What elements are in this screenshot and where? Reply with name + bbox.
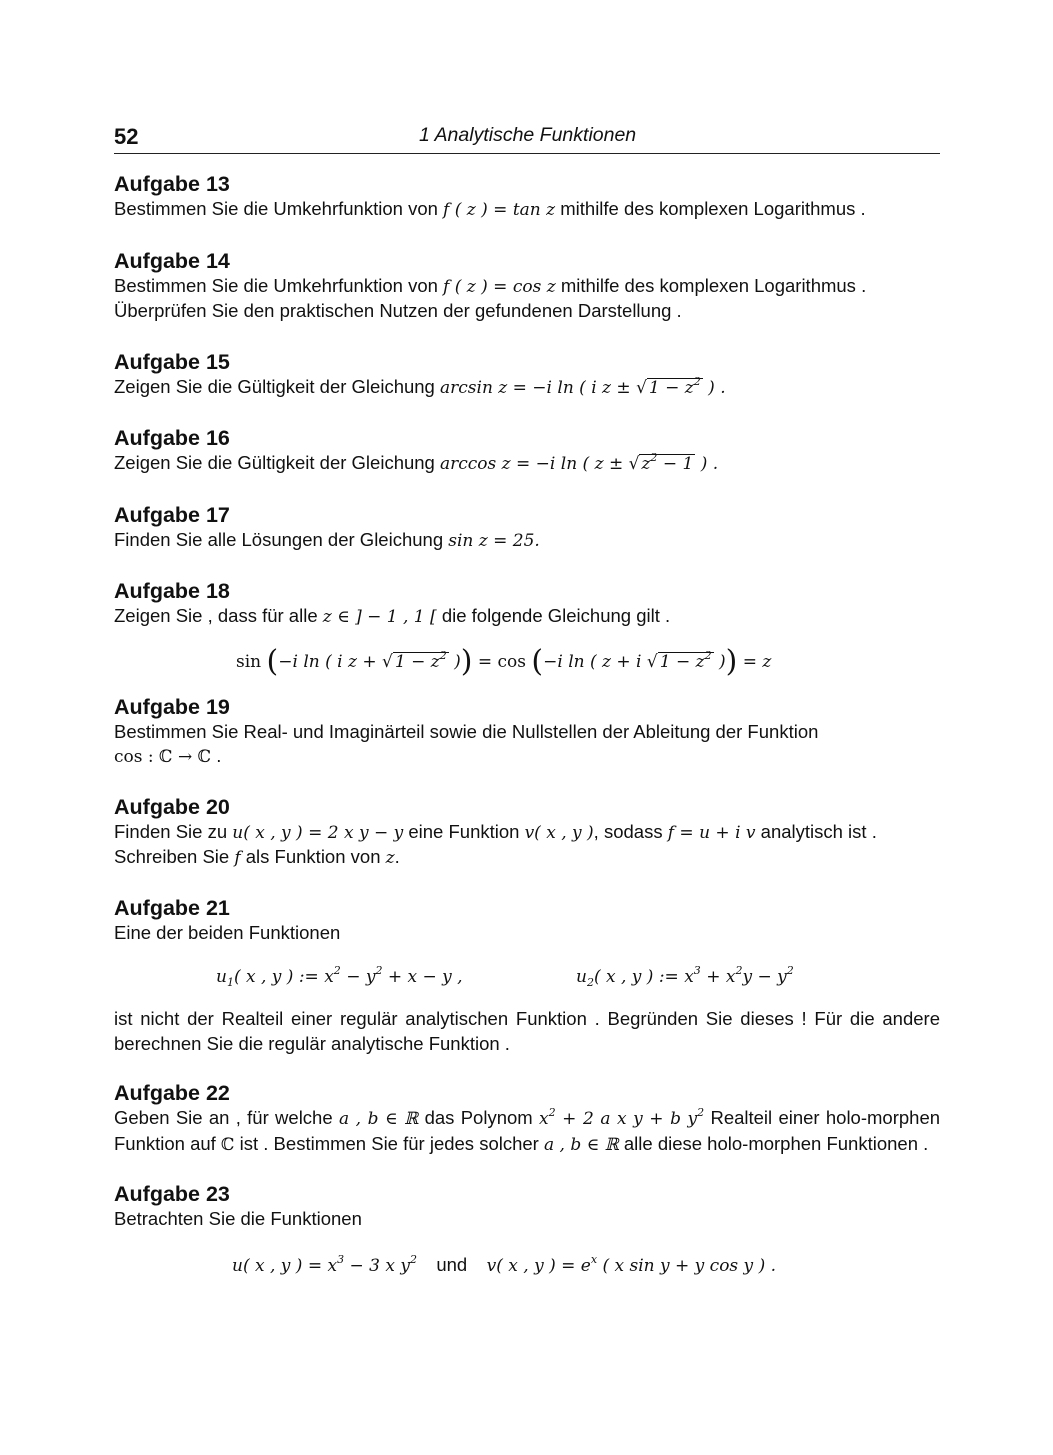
task-23: [114, 1181, 940, 1278]
subscript: 2: [586, 976, 594, 989]
formula-part: ) .: [700, 454, 719, 474]
display-equation: [114, 1232, 940, 1278]
formula-part: y − y: [742, 967, 787, 987]
formula: a , b ∈ ℝ: [543, 1134, 619, 1155]
formula: z ∈ ] − 1 , 1 [: [322, 607, 437, 627]
formula-part: ( x sin y + y cos y ) .: [597, 1255, 777, 1276]
exponent: 2: [333, 964, 341, 977]
text: ist . Bestimmen Sie für jedes solcher: [239, 1132, 539, 1154]
exponent: 2: [548, 1106, 556, 1119]
page-number: 52: [114, 124, 139, 149]
exponent: 2: [409, 1252, 417, 1266]
formula: f = u + i v: [667, 822, 756, 843]
formula-part: arccos z = −i ln ( z ±: [440, 454, 624, 474]
text: Finden Sie alle Lösungen der Gleichung: [114, 528, 444, 550]
task-text: [114, 528, 940, 554]
formula-part: x: [539, 1109, 549, 1129]
running-title: 1 Analytische Funktionen: [419, 124, 637, 146]
text: Zeigen Sie , dass für alle: [114, 605, 318, 626]
exponent: 2: [375, 964, 383, 977]
task-19: [114, 694, 940, 770]
task-text: [114, 604, 940, 630]
formula-part: + x − y ,: [382, 967, 463, 987]
text: Zeigen Sie die Gültigkeit der Gleichung: [114, 452, 435, 473]
formula-part: + 2 a x y + b y: [555, 1109, 698, 1129]
formula-part: −i ln ( z + i: [543, 651, 642, 672]
task-title: Aufgabe 21: [114, 895, 230, 920]
formula-part: 1 − z: [659, 651, 705, 672]
text: die folgende Gleichung gilt .: [441, 605, 671, 626]
text: ist nicht der Realteil einer regulär analytischen Funktion . Begründen Sie dieses ! Für die andere berechnen Sie die regulär analytische Funktion .: [114, 1008, 940, 1054]
formula-part: −i ln ( i z +: [278, 651, 377, 672]
paren-left: (: [266, 643, 279, 679]
formula: u( x , y ) = 2 x y − y: [232, 822, 404, 843]
display-equation: [114, 945, 940, 1001]
text: Bestimmen Sie Real- und Imaginärteil sowie die Nullstellen der Ableitung der Funktion: [114, 720, 819, 742]
square-root: [393, 648, 449, 672]
text: das Polynom: [424, 1107, 533, 1128]
paren-right: ): [725, 643, 738, 679]
exponent: 2: [439, 648, 447, 662]
formula-part: ) .: [708, 377, 726, 398]
formula: cos : ℂ → ℂ: [114, 747, 212, 767]
formula-part: arcsin z = −i ln ( i z ±: [440, 377, 631, 398]
formula: [539, 1106, 705, 1129]
paren-left: (: [531, 643, 544, 679]
text: Eine der beiden Funktionen: [114, 921, 341, 943]
text: Betrachten Sie die Funktionen: [114, 1208, 362, 1229]
square-root: [658, 648, 714, 672]
task-text: [114, 1007, 940, 1056]
task-17: [114, 502, 940, 554]
formula: f: [234, 848, 241, 868]
formula-part: − y: [340, 967, 376, 987]
formula-part: sin: [236, 651, 262, 672]
formula-part: z: [641, 454, 651, 474]
task-text: [114, 921, 940, 946]
task-text: [114, 1207, 940, 1232]
exponent: 3: [693, 964, 701, 977]
exponent: 2: [693, 374, 701, 388]
text: Finden Sie zu: [114, 820, 228, 842]
display-formula-u1: [216, 964, 463, 989]
display-formula: [232, 1254, 776, 1276]
exponent: 2: [735, 964, 743, 977]
square-root: [639, 451, 695, 474]
task-title: Aufgabe 17: [114, 502, 230, 527]
task-text: [114, 820, 940, 871]
formula: a , b ∈ ℝ: [338, 1109, 419, 1129]
paren-right: ): [460, 643, 473, 679]
formula-part: − 3 x y: [344, 1255, 410, 1276]
formula: ℂ: [220, 1134, 235, 1155]
task-text: [114, 375, 940, 401]
text: .: [394, 846, 400, 867]
formula: f ( z ) = tan z: [443, 200, 556, 220]
formula-part: ( x , y ) := x: [593, 967, 694, 987]
formula: sin z = 25: [448, 530, 535, 551]
text: Realteil einer holo-morphen Funktion auf: [114, 1107, 941, 1154]
formula: z: [385, 848, 395, 868]
page: [114, 112, 940, 1278]
formula: f ( z ) = cos z: [443, 276, 556, 297]
formula: arcsin z = −i ln ( i z ± √ $1 - z^2$ ) .: [440, 374, 726, 398]
text: Überprüfen Sie den praktischen Nutzen der gefundenen Darstellung .: [114, 300, 682, 321]
exponent: 2: [650, 451, 658, 464]
text: Geben Sie an , für welche: [114, 1107, 333, 1128]
task-18: [114, 578, 940, 684]
text: mithilfe des komplexen Logarithmus .: [560, 198, 866, 219]
square-root: [647, 374, 703, 398]
text: Zeigen Sie die Gültigkeit der Gleichung: [114, 375, 435, 397]
formula-part: ): [718, 651, 726, 672]
formula-part: u: [576, 967, 587, 987]
formula: arccos z = −i ln ( z ± √ $z^2 - 1$ ) .: [440, 451, 719, 474]
task-15: [114, 349, 940, 401]
exponent: 2: [697, 1106, 705, 1119]
text: eine Funktion: [408, 820, 520, 842]
formula-part: = z: [742, 651, 772, 672]
task-text: [114, 274, 940, 324]
formula-part: ): [454, 651, 461, 672]
task-20: [114, 794, 940, 871]
formula-part: = cos: [477, 651, 526, 672]
task-13: [114, 171, 940, 223]
formula-part: u: [216, 967, 227, 987]
display-equation: [114, 638, 940, 684]
task-title: Aufgabe 23: [114, 1182, 230, 1206]
task-14: [114, 248, 940, 324]
connector-word: und: [436, 1253, 468, 1275]
text: als Funktion von: [245, 846, 381, 867]
formula-part: + x: [700, 967, 736, 987]
subscript: 1: [226, 976, 234, 989]
exponent: 3: [337, 1252, 345, 1266]
text: , sodass: [593, 820, 663, 842]
task-title: Aufgabe 22: [114, 1081, 230, 1105]
formula-part: 1 − z: [648, 377, 694, 398]
formula-part: v( x , y ) = e: [486, 1255, 591, 1276]
task-title: Aufgabe 20: [114, 794, 230, 819]
formula-part: u( x , y ) = x: [232, 1255, 338, 1276]
display-formula-u2: [576, 964, 794, 989]
formula-part: 1 − z: [394, 651, 440, 672]
page-header: [114, 112, 940, 154]
text: Bestimmen Sie die Umkehrfunktion von: [114, 198, 438, 219]
task-22: [114, 1080, 940, 1157]
exponent: 2: [704, 648, 712, 662]
text: .: [216, 745, 222, 766]
formula-part: ( x , y ) := x: [233, 967, 334, 987]
display-formula: sin (−i ln ( i z + √ $1 - z^2$ )) = cos (−i ln ( z + i √ $1 - z^2$ )) = z: [236, 643, 772, 679]
text: mithilfe des komplexen Logarithmus .: [560, 274, 867, 296]
task-text: [114, 451, 940, 477]
task-title: Aufgabe 13: [114, 172, 230, 196]
task-title: Aufgabe 19: [114, 694, 230, 719]
task-text: [114, 1106, 940, 1157]
task-title: Aufgabe 16: [114, 426, 230, 450]
task-21: [114, 895, 940, 1057]
formula: v( x , y ): [524, 822, 594, 843]
formula-part: − 1: [657, 454, 694, 474]
task-text: [114, 720, 940, 770]
exponent: 2: [786, 964, 794, 977]
task-title: Aufgabe 15: [114, 349, 230, 374]
task-16: [114, 425, 940, 477]
task-title: Aufgabe 18: [114, 579, 230, 603]
task-title: Aufgabe 14: [114, 248, 230, 273]
text: Bestimmen Sie die Umkehrfunktion von: [114, 274, 438, 296]
text: .: [534, 530, 540, 551]
text: alle diese holo-morphen Funktionen .: [623, 1132, 929, 1154]
text: analytisch ist . Schreiben Sie: [114, 820, 877, 867]
exponent: x: [590, 1252, 598, 1266]
task-text: [114, 197, 940, 223]
